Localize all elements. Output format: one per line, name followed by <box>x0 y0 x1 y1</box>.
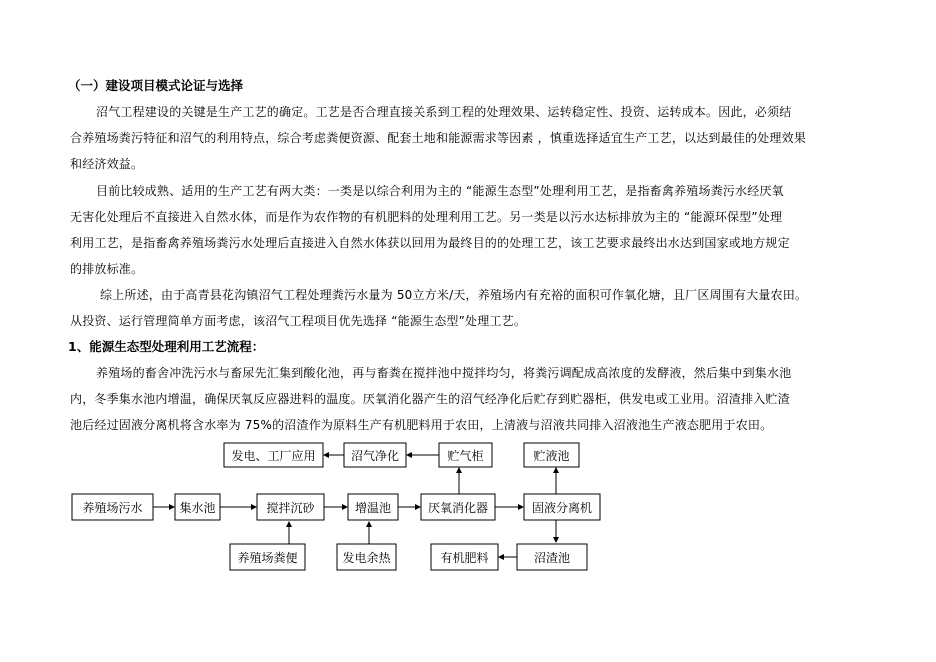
svg-text:发电余热: 发电余热 <box>342 551 391 565</box>
box-organic-fertilizer <box>431 544 498 570</box>
para2-line-1: 目前比较成熟、适用的生产工艺有两大类：一类是以综合利用为主的 “能源生态型”处理利用工艺，是指畜禽养殖场粪污水经厌氧 <box>96 184 784 198</box>
para3-line-1: 综上所述，由于高青县花沟镇沼气工程处理粪污水量为 50立方米/天，养殖场内有充裕的面积可作氧化塘，且厂区周围有大量农田。 <box>100 288 808 302</box>
svg-text:发电、工厂应用: 发电、工厂应用 <box>231 449 316 463</box>
para4-line-3: 池后经过固液分离机将含水率为 75%的沼渣作为原料生产有机肥料用于农田，上清液与沼液共同排入沼液池生产液态肥用于农田。 <box>70 418 773 432</box>
box-farm-wastewater <box>72 494 153 520</box>
para1-line-1: 沼气工程建设的关键是生产工艺的确定。工艺是否合理直接关系到工程的处理效果、运转稳定性、投资、运转成本。因此，必须结 <box>96 105 792 119</box>
para1-line-3: 和经济效益。 <box>70 157 144 171</box>
svg-text:有机肥料: 有机肥料 <box>440 551 489 565</box>
para4-line-2: 内，冬季集水池内增温，确保厌氧反应器进料的温度。厌氧消化器产生的沼气经净化后贮存到贮器柜，供发电或工业用。沼渣排入贮渣 <box>70 392 790 406</box>
svg-text:养殖场污水: 养殖场污水 <box>82 501 143 515</box>
para2-line-2: 无害化处理后不直接进入自然水体，而是作为农作物的有机肥料的处理利用工艺。另一类是以污水达标排放为主的 “能源环保型”处理 <box>70 210 783 224</box>
svg-text:贮气柜: 贮气柜 <box>447 449 484 463</box>
para3-line-2: 从投资、运行管理简单方面考虑，该沼气工程项目优先选择 “能源生态型”处理工艺。 <box>70 314 527 328</box>
box-farm-manure <box>230 544 305 570</box>
svg-text:沼气净化: 沼气净化 <box>350 449 400 463</box>
para2-line-3: 利用工艺，是指畜禽养殖场粪污水处理后直接进入自然水体获以回用为最终目的的处理工艺，该工艺要求最终出水达到国家或地方规定 <box>70 236 790 250</box>
box-waste-heat <box>337 544 396 570</box>
para2-line-4: 的排放标准。 <box>70 262 144 276</box>
svg-text:搅拌沉砂: 搅拌沉砂 <box>266 501 315 515</box>
box-liquid-tank <box>524 443 579 467</box>
flow-subheading: 1、能源生态型处理利用工艺流程： <box>68 339 265 354</box>
box-collection-tank <box>175 494 220 520</box>
para4-line-1: 养殖场的畜舍冲洗污水与畜尿先汇集到酸化池，再与畜粪在搅拌池中搅拌均匀，将粪污调配成高浓度的发酵液，然后集中到集水池 <box>96 366 792 380</box>
box-anaerobic-digester <box>421 494 495 520</box>
para1-line-2: 合养殖场粪污特征和沼气的利用特点，综合考虑粪便资源、配套土地和能源需求等因素 ，慎重选择适宜生产工艺，以达到最佳的处理效果 <box>70 131 807 145</box>
section-title: （一）建设项目模式论证与选择 <box>68 78 244 93</box>
svg-text:增温池: 增温池 <box>354 501 392 515</box>
svg-text:固液分离机: 固液分离机 <box>531 501 593 515</box>
box-solid-liquid-separator <box>524 494 600 520</box>
svg-text:贮液池: 贮液池 <box>533 449 570 463</box>
box-heating-tank <box>348 494 398 520</box>
box-gas-holder <box>439 443 492 467</box>
svg-text:集水池: 集水池 <box>179 501 216 515</box>
box-residue-tank <box>517 544 587 570</box>
svg-text:厌氧消化器: 厌氧消化器 <box>427 501 489 515</box>
box-biogas-purify <box>344 443 406 467</box>
svg-text:沼渣池: 沼渣池 <box>533 551 571 565</box>
box-mixing-settling <box>257 494 324 520</box>
box-power-use <box>224 443 323 467</box>
svg-text:养殖场粪便: 养殖场粪便 <box>237 551 298 565</box>
